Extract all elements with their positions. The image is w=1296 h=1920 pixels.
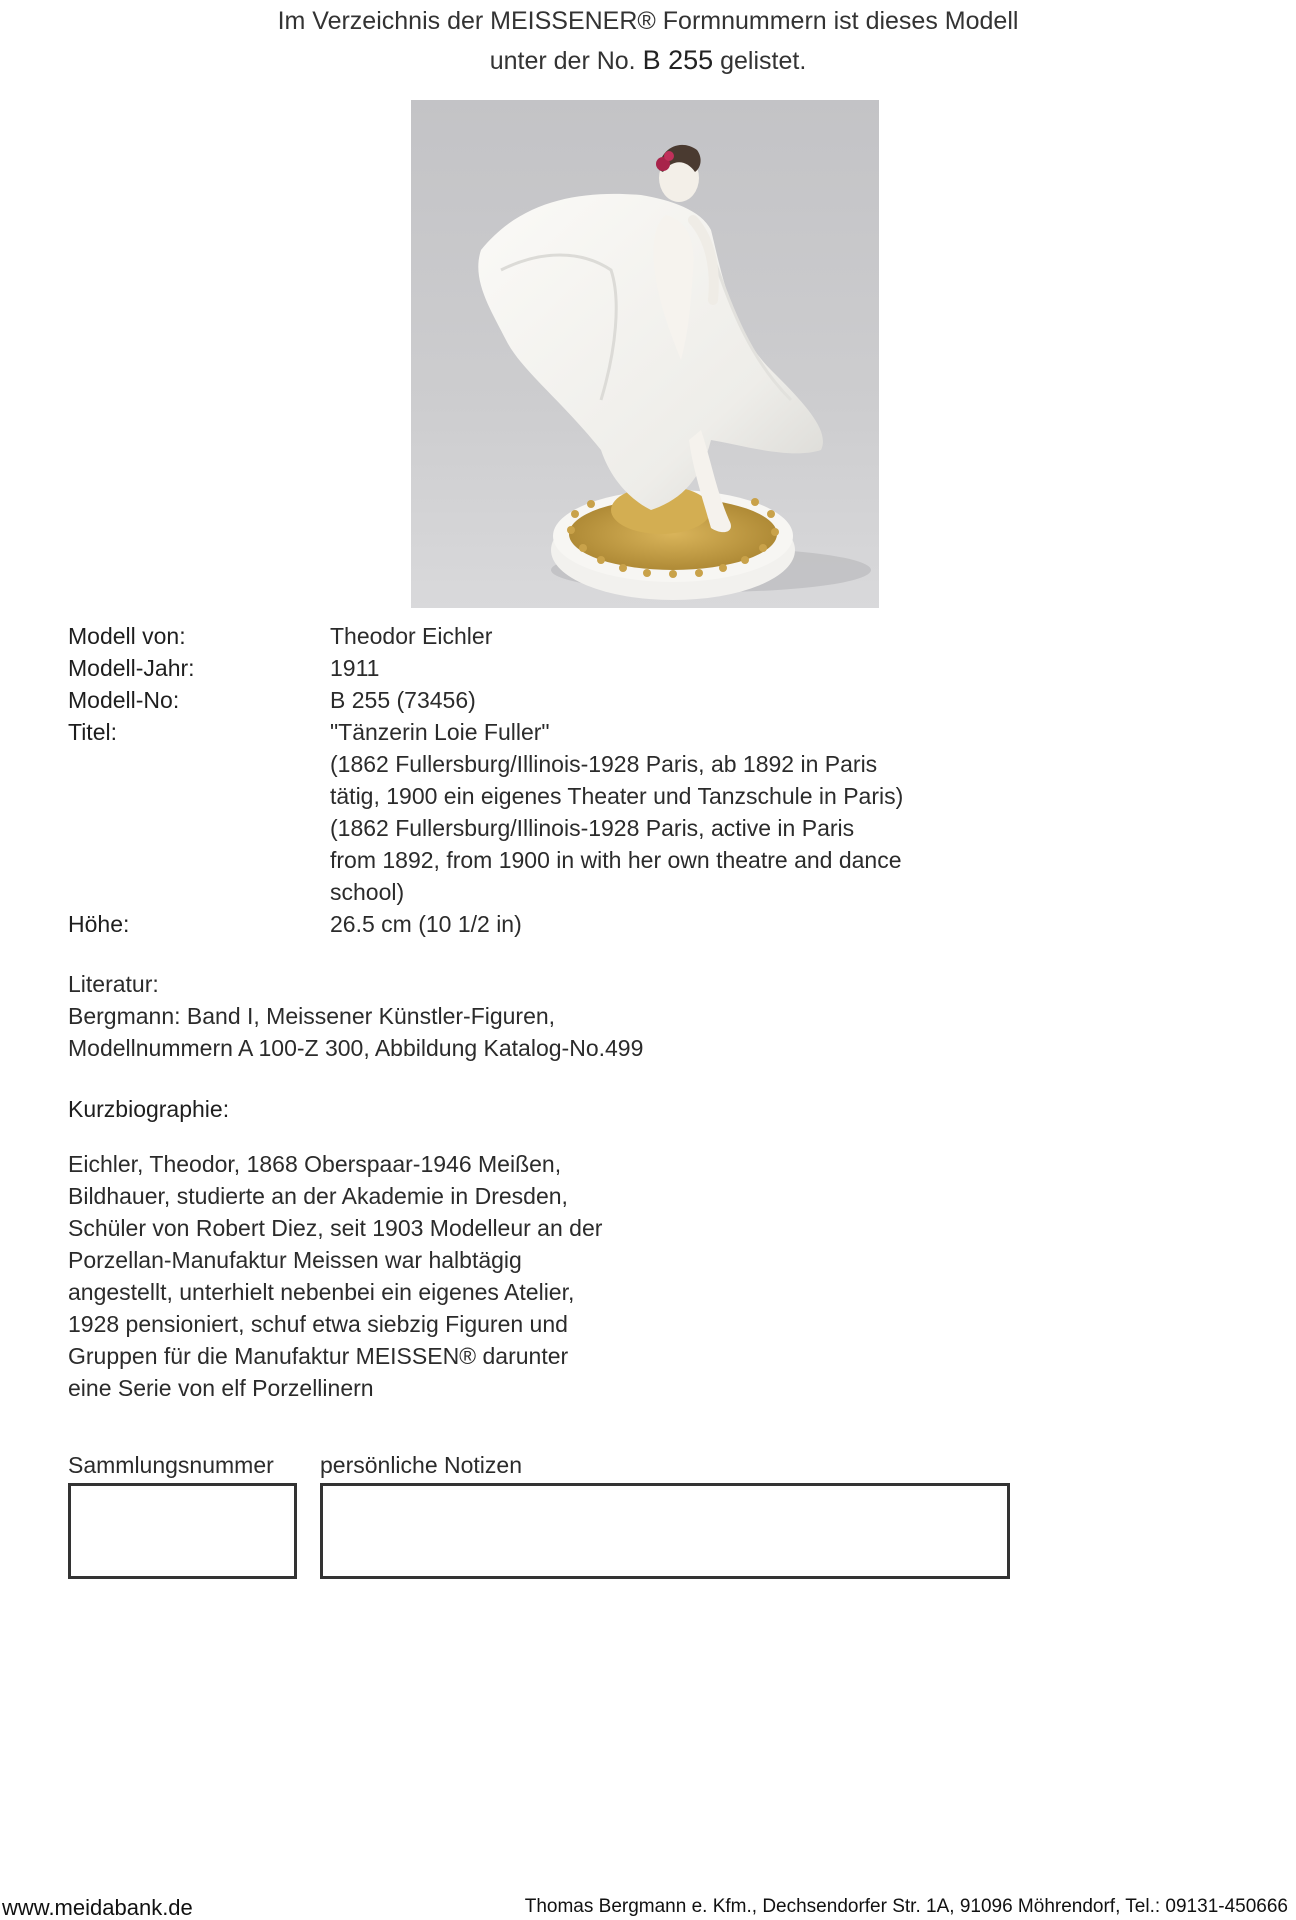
- detail-row-year: [68, 652, 968, 684]
- detail-row-height: [68, 908, 968, 940]
- biography-line: Schüler von Robert Diez, seit 1903 Modelleur an der: [68, 1215, 603, 1241]
- page-header: [0, 2, 1296, 81]
- biography-line: Gruppen für die Manufaktur MEISSEN® darunter: [68, 1343, 569, 1369]
- biography-line: Bildhauer, studierte an der Akademie in Dresden,: [68, 1183, 568, 1209]
- footer-website[interactable]: www.meidabank.de: [2, 1895, 193, 1920]
- model-by-value: Theodor Eichler: [330, 623, 493, 649]
- title-label: Titel:: [68, 719, 117, 745]
- model-by-label: Modell von:: [68, 623, 186, 649]
- title-line: (1862 Fullersburg/Illinois-1928 Paris, ab 1892 in Paris: [330, 751, 878, 777]
- literature-section: [68, 968, 643, 1064]
- footer-address: Thomas Bergmann e. Kfm., Dechsendorfer Str. 1A, 91096 Möhrendorf, Tel.: 09131-450666: [524, 1896, 1288, 1917]
- model-details: [68, 620, 968, 940]
- title-line: from 1892, from 1900 in with her own theatre and dance: [330, 847, 902, 873]
- year-label: Modell-Jahr:: [68, 655, 195, 681]
- figurine-photo: [411, 100, 879, 608]
- title-line: tätig, 1900 ein eigenes Theater und Tanzschule in Paris): [330, 783, 904, 809]
- biography-line: eine Serie von elf Porzellinern: [68, 1375, 374, 1401]
- title-value: [330, 716, 930, 908]
- header-line-1: Im Verzeichnis der MEISSENER® Formnummern ist dieses Modell: [277, 7, 1019, 35]
- literature-line: Modellnummern A 100-Z 300, Abbildung Katalog-No.499: [68, 1035, 644, 1061]
- literature-line: Bergmann: Band I, Meissener Künstler-Figuren,: [68, 1003, 556, 1029]
- title-line: school): [330, 879, 405, 905]
- literature-label: Literatur:: [68, 971, 159, 997]
- year-value: 1911: [330, 655, 380, 681]
- header-suffix: gelistet.: [720, 47, 807, 75]
- biography-line: Eichler, Theodor, 1868 Oberspaar-1946 Meißen,: [68, 1151, 562, 1177]
- number-label: Modell-No:: [68, 687, 180, 713]
- detail-row-title: [68, 716, 968, 908]
- title-line: (1862 Fullersburg/Illinois-1928 Paris, active in Paris: [330, 815, 855, 841]
- biography-line: Porzellan-Manufaktur Meissen war halbtägig: [68, 1247, 522, 1273]
- header-model-number: B 255: [642, 45, 714, 75]
- header-line-2: [0, 41, 1296, 81]
- biography-line: angestellt, unterhielt nebenbei ein eigenes Atelier,: [68, 1279, 575, 1305]
- height-value: 26.5 cm (10 1/2 in): [330, 911, 522, 937]
- title-line: "Tänzerin Loie Fuller": [330, 719, 550, 745]
- detail-row-number: [68, 684, 968, 716]
- collection-number-label: Sammlungsnummer: [68, 1452, 274, 1478]
- number-value: B 255 (73456): [330, 687, 476, 713]
- collection-number-field[interactable]: [68, 1483, 297, 1579]
- biography-line: 1928 pensioniert, schuf etwa siebzig Figuren und: [68, 1311, 568, 1337]
- personal-notes-field[interactable]: [320, 1483, 1010, 1579]
- biography-label: Kurzbiographie:: [68, 1096, 230, 1122]
- detail-row-model-by: [68, 620, 968, 652]
- header-prefix: unter der No.: [489, 47, 636, 75]
- biography-text: [68, 1148, 602, 1404]
- height-label: Höhe:: [68, 911, 130, 937]
- personal-notes-label: persönliche Notizen: [320, 1452, 523, 1478]
